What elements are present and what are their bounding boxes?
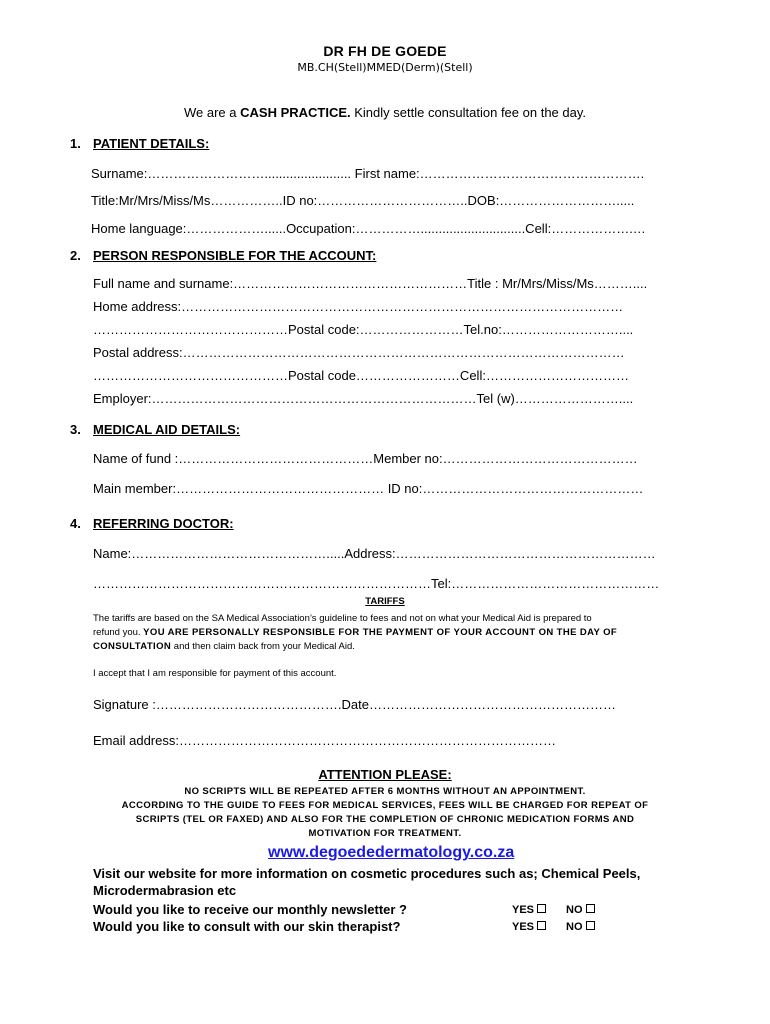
attention-line-3: SCRIPTS (TEL OR FAXED) AND ALSO FOR THE COMPLETION OF CHRONIC MEDICATION FORMS AND bbox=[135, 814, 635, 825]
employer-tel-field[interactable]: Employer:…………………………………………………………………Tel (w)…………………….... bbox=[93, 391, 634, 406]
section-1-title: PATIENT DETAILS: bbox=[93, 136, 210, 151]
tariffs-title: TARIFFS bbox=[365, 596, 405, 607]
intro-bold: CASH PRACTICE. bbox=[240, 105, 351, 120]
attention-title: ATTENTION PLEASE: bbox=[318, 767, 452, 782]
newsletter-no-option[interactable] bbox=[566, 904, 595, 916]
postal-code-cell-field[interactable]: ………………………………………Postal code……………………Cell:…………………………… bbox=[93, 368, 629, 383]
attention-line-4: MOTIVATION FOR TREATMENT. bbox=[308, 828, 462, 839]
therapist-no-checkbox[interactable] bbox=[586, 921, 595, 930]
doctor-qualifications: MB.CH(Stell)MMED(Derm)(Stell) bbox=[297, 61, 473, 74]
section-2-number: 2. bbox=[70, 248, 81, 263]
postal-address-field[interactable]: Postal address:………………………………………………………………………………………… bbox=[93, 345, 625, 360]
tariffs-text-2-bold: YOU ARE PERSONALLY RESPONSIBLE FOR THE PAYMENT OF YOUR ACCOUNT ON THE DAY OF bbox=[143, 627, 618, 638]
therapist-no-option[interactable] bbox=[566, 921, 595, 933]
tariffs-text-3-post: and then claim back from your Medical Aid. bbox=[171, 641, 355, 652]
home-address-field[interactable]: Home address:………………………………………………………………………………………… bbox=[93, 299, 624, 314]
referring-tel-field[interactable]: ……………………………………………………………………Tel:………………………………………… bbox=[93, 576, 660, 591]
practice-notice bbox=[0, 105, 770, 120]
newsletter-question: Would you like to receive our monthly newsletter ? bbox=[93, 902, 407, 917]
surname-firstname-field[interactable]: Surname:………………………........................ First name:……………………………………………. bbox=[91, 166, 645, 181]
newsletter-yes-label: YES bbox=[512, 904, 535, 916]
attention-line-2: ACCORDING TO THE GUIDE TO FEES FOR MEDICAL SERVICES, FEES WILL BE CHARGED FOR REPEAT OF bbox=[121, 800, 649, 811]
newsletter-yes-checkbox[interactable] bbox=[537, 904, 546, 913]
therapist-no-label: NO bbox=[566, 921, 583, 933]
tariffs-text-3 bbox=[93, 641, 355, 652]
website-link[interactable]: www.degoededermatology.co.za bbox=[268, 844, 515, 861]
email-address-field[interactable]: Email address:…………………………………………………………………………… bbox=[93, 733, 556, 748]
title-id-dob-field[interactable]: Title:Mr/Mrs/Miss/Ms……………..ID no:……………………………..DOB:………………………..... bbox=[91, 193, 635, 208]
intro-pre: We are a bbox=[184, 105, 241, 120]
tariffs-text-2 bbox=[93, 627, 617, 638]
home-postal-tel-field[interactable]: ………………………………………Postal code:……………………Tel.no:……………………….... bbox=[93, 322, 634, 337]
section-3-number: 3. bbox=[70, 422, 81, 437]
tariffs-text-3-bold: CONSULTATION bbox=[93, 641, 172, 652]
newsletter-no-checkbox[interactable] bbox=[586, 904, 595, 913]
therapist-question: Would you like to consult with our skin therapist? bbox=[93, 919, 401, 934]
attention-line-1: NO SCRIPTS WILL BE REPEATED AFTER 6 MONTHS WITHOUT AN APPOINTMENT. bbox=[184, 786, 586, 797]
tariffs-text-2-pre: refund you. bbox=[93, 627, 144, 638]
visit-website-text-2: Microdermabrasion etc bbox=[93, 883, 237, 898]
doctor-name: DR FH DE GOEDE bbox=[323, 43, 447, 59]
referring-name-address-field[interactable]: Name:……………………………………….....Address:…………………………………………………… bbox=[93, 546, 656, 561]
section-3-title: MEDICAL AID DETAILS: bbox=[93, 422, 241, 437]
newsletter-no-label: NO bbox=[566, 904, 583, 916]
language-occupation-cell-field[interactable]: Home language:………………......Occupation:…………….............................Cell:……………….… bbox=[91, 221, 646, 236]
section-4-number: 4. bbox=[70, 516, 81, 531]
main-member-id-field[interactable]: Main member:………………………………………… ID no:…………………………………………… bbox=[93, 481, 644, 496]
visit-website-text-1: Visit our website for more information on cosmetic procedures such as; Chemical Peels, bbox=[93, 866, 641, 881]
therapist-yes-label: YES bbox=[512, 921, 535, 933]
section-2-title: PERSON RESPONSIBLE FOR THE ACCOUNT: bbox=[93, 248, 377, 263]
fullname-title-field[interactable]: Full name and surname:………………………………………………Title : Mr/Mrs/Miss/Ms……….... bbox=[93, 276, 648, 291]
section-1-number: 1. bbox=[70, 136, 81, 151]
tariffs-text-1: The tariffs are based on the SA Medical Association’s guideline to fees and not on what your Medical Aid is prepared to bbox=[93, 613, 592, 624]
fund-member-field[interactable]: Name of fund :………………………………………Member no:……………………………………… bbox=[93, 451, 638, 466]
newsletter-yes-option[interactable] bbox=[512, 904, 546, 916]
therapist-yes-checkbox[interactable] bbox=[537, 921, 546, 930]
intro-post: Kindly settle consultation fee on the day. bbox=[350, 105, 586, 120]
therapist-yes-option[interactable] bbox=[512, 921, 546, 933]
accept-statement: I accept that I am responsible for payment of this account. bbox=[93, 668, 337, 679]
section-4-title: REFERRING DOCTOR: bbox=[93, 516, 234, 531]
signature-date-field[interactable]: Signature :…………………………………….Date………………………………………………… bbox=[93, 697, 616, 712]
